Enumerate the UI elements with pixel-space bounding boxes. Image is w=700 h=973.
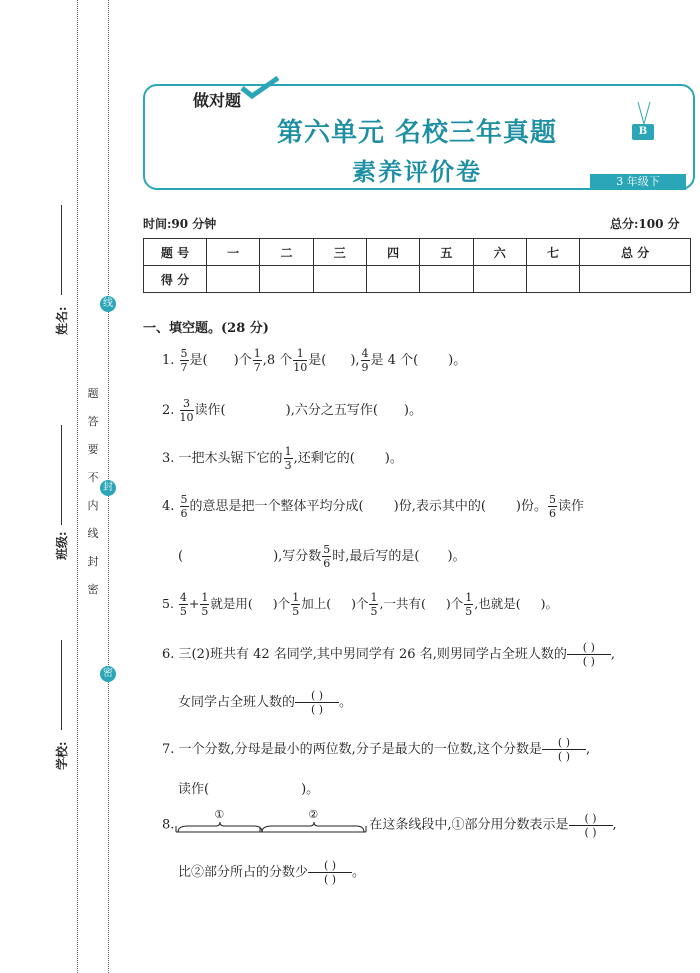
question-6-cont (178, 690, 352, 715)
question-text: ,还剩它的( (293, 451, 355, 466)
section-title: 一、填空题。(28 分) (143, 321, 269, 336)
question-text: )个 (351, 596, 369, 611)
question-text: 一个分数,分母是最小的两位数,分子是最大的一位数,这个分数是 (178, 742, 542, 757)
school-line (61, 640, 62, 730)
question-text: )。 (384, 451, 403, 466)
school-label: 学校: (55, 741, 69, 770)
numerator: 4 (179, 591, 187, 604)
numerator: 5 (180, 493, 188, 506)
seal-char: 要 (87, 443, 99, 456)
question-number: 7. (162, 742, 175, 757)
score-cell[interactable] (366, 266, 419, 293)
question-text: 的意思是把一个整体平均分成( (189, 499, 364, 514)
secret-tag: 密 (100, 666, 116, 682)
table-row-label: 得 分 (144, 266, 207, 293)
segment-label-2: ② (308, 808, 319, 821)
question-text: ,一共有( (379, 596, 426, 611)
answer-fraction-blank[interactable] (542, 737, 586, 762)
line-segment-diagram (174, 808, 369, 838)
question-text: 比②部分所占的分数少 (178, 865, 309, 880)
question-text: )。 (301, 782, 320, 797)
fraction (464, 592, 473, 617)
question-number: 8. (162, 817, 175, 833)
badge-label: 做对题 (193, 91, 242, 110)
denominator: 5 (179, 605, 187, 618)
denominator: 7 (253, 361, 261, 374)
question-text: ,也就是( (474, 596, 521, 611)
question-number: 3. (162, 451, 175, 466)
question-text: 。 (339, 695, 353, 710)
question-number: 4. (162, 499, 175, 514)
question-text: )个 (272, 596, 291, 611)
question-text: , (610, 647, 615, 662)
denominator: 5 (201, 605, 209, 618)
class-line (61, 425, 62, 525)
numerator: 5 (180, 347, 188, 360)
seal-tag: 封 (100, 480, 116, 496)
question-8-cont (178, 860, 365, 885)
fraction (253, 348, 262, 373)
seal-char: 内 (87, 499, 99, 512)
question-1 (162, 348, 466, 373)
question-7-cont (178, 778, 319, 797)
question-text: 是( (308, 353, 327, 368)
answer-fraction-blank[interactable] (308, 860, 352, 885)
seal-char: 封 (87, 555, 99, 568)
fraction (284, 446, 293, 471)
fraction (293, 348, 307, 373)
question-text: ( (178, 549, 184, 564)
question-text: )个 (233, 353, 252, 368)
question-text: ),六分之五写作( (285, 403, 378, 418)
fraction (361, 348, 370, 373)
denominator: 5 (465, 605, 473, 618)
question-text: 。 (352, 865, 366, 880)
question-4-cont (178, 544, 466, 569)
question-text: ,8 个 (262, 353, 293, 368)
table-header-cell: 五 (420, 239, 473, 266)
fraction (291, 592, 300, 617)
denominator: ( ) (310, 703, 324, 716)
numerator: 1 (292, 591, 300, 604)
score-cell[interactable] (420, 266, 473, 293)
denominator: 5 (292, 605, 300, 618)
question-text: )。 (403, 403, 422, 418)
numerator: ( ) (542, 737, 586, 750)
numerator: 5 (548, 493, 556, 506)
numerator: ( ) (295, 690, 339, 703)
question-text: 一把木头锯下它的 (178, 451, 283, 466)
question-text: ),写分数 (273, 549, 322, 564)
numerator: ( ) (567, 642, 611, 655)
table-header-cell: 一 (207, 239, 260, 266)
question-text: 三(2)班共有 42 名同学,其中男同学有 26 名,则男同学占全班人数的 (178, 647, 567, 662)
question-number: 1. (162, 353, 175, 368)
question-text: ), (350, 353, 360, 368)
numerator: 1 (293, 348, 307, 361)
question-6 (162, 642, 615, 667)
question-text: )份。 (515, 499, 547, 514)
page-title: 第六单元 名校三年真题 (276, 118, 558, 148)
numerator: 1 (465, 591, 473, 604)
table-row (144, 266, 691, 293)
grade-badge: 3 年级下 (590, 174, 686, 190)
fraction (179, 592, 188, 617)
question-2 (162, 398, 422, 423)
denominator: 6 (548, 507, 556, 520)
answer-fraction-blank[interactable] (295, 690, 339, 715)
question-text: )份,表示其中的( (393, 499, 486, 514)
denominator: 7 (180, 361, 188, 374)
question-number: 5. (162, 596, 174, 611)
question-text: + (188, 596, 200, 611)
table-header-cell: 六 (473, 239, 526, 266)
seal-char: 不 (87, 471, 99, 484)
question-4 (162, 494, 584, 519)
check-mark-icon (240, 76, 280, 100)
question-text: , (612, 817, 617, 833)
table-header-cell: 题 号 (144, 239, 207, 266)
total-score: 总分:100 分 (610, 217, 680, 231)
question-3 (162, 446, 403, 471)
seal-char: 密 (87, 583, 99, 596)
table-header-cell: 七 (526, 239, 579, 266)
binding-dotted-line-outer (77, 0, 78, 973)
question-text: 加上( (301, 596, 332, 611)
time-limit: 时间:90 分钟 (143, 217, 217, 231)
question-5 (162, 592, 558, 617)
denominator: 6 (323, 557, 331, 570)
fraction (322, 544, 331, 569)
denominator: 9 (361, 361, 369, 374)
table-header-cell: 二 (260, 239, 313, 266)
line-tag: 线 (100, 296, 116, 312)
question-text: 就是用( (210, 596, 253, 611)
class-label: 班级: (55, 531, 69, 560)
fraction (369, 592, 378, 617)
denominator: 3 (284, 459, 292, 472)
denominator: 10 (179, 411, 194, 424)
denominator: ( ) (323, 873, 337, 886)
question-text: )。 (540, 596, 558, 611)
question-7 (162, 737, 590, 762)
seal-warning (85, 380, 101, 604)
question-text: 读作( (194, 403, 226, 418)
question-text: 女同学占全班人数的 (178, 695, 296, 710)
line-segment-svg (174, 812, 369, 838)
answer-fraction-blank[interactable] (567, 642, 611, 667)
numerator: 5 (323, 543, 331, 556)
numerator: 3 (180, 398, 194, 411)
seal-char: 题 (87, 387, 99, 400)
denominator: ( ) (582, 655, 595, 668)
score-cell[interactable] (260, 266, 313, 293)
fraction (548, 494, 557, 519)
edition-tag: B (632, 124, 654, 140)
fraction (180, 398, 194, 423)
question-text: )。 (448, 353, 467, 368)
table-header-cell: 四 (366, 239, 419, 266)
question-8 (162, 808, 617, 839)
fraction (180, 348, 189, 373)
fraction (200, 592, 209, 617)
question-text: 时,最后写的是( (332, 549, 420, 564)
score-cell[interactable] (526, 266, 579, 293)
table-header-row (144, 239, 691, 266)
name-label: 姓名: (55, 306, 69, 335)
score-cell[interactable] (473, 266, 526, 293)
seal-char: 答 (87, 415, 99, 428)
question-text: 在这条线段中,①部分用分数表示是 (369, 817, 569, 833)
segment-label-1: ① (214, 808, 225, 821)
score-cell[interactable] (580, 266, 691, 293)
numerator: 1 (201, 591, 209, 604)
question-number: 6. (162, 647, 175, 662)
table-header-cell: 总 分 (580, 239, 691, 266)
question-text: 读作 (557, 499, 584, 514)
score-cell[interactable] (207, 266, 260, 293)
numerator: ( ) (308, 860, 352, 873)
question-text: 是 4 个( (370, 353, 419, 368)
denominator: 6 (180, 507, 188, 520)
numerator: 4 (361, 347, 369, 360)
question-text: 是( (189, 353, 208, 368)
score-table (143, 238, 691, 293)
fraction (180, 494, 189, 519)
question-text: , (585, 742, 591, 757)
question-text: )个 (445, 596, 464, 611)
denominator: 5 (370, 605, 378, 618)
score-cell[interactable] (313, 266, 366, 293)
question-text: )。 (447, 549, 466, 564)
numerator: ( ) (569, 813, 613, 826)
name-line (61, 205, 62, 295)
numerator: 1 (284, 445, 292, 458)
answer-fraction-blank[interactable] (569, 813, 613, 838)
table-header-cell: 三 (313, 239, 366, 266)
question-number: 2. (162, 403, 175, 418)
denominator: 10 (293, 361, 308, 374)
denominator: ( ) (584, 825, 597, 839)
page-subtitle: 素养评价卷 (352, 158, 482, 186)
denominator: ( ) (557, 750, 570, 763)
question-text: 读作( (178, 782, 210, 797)
seal-char: 线 (87, 527, 99, 540)
numerator: 1 (370, 591, 378, 604)
numerator: 1 (253, 347, 261, 360)
